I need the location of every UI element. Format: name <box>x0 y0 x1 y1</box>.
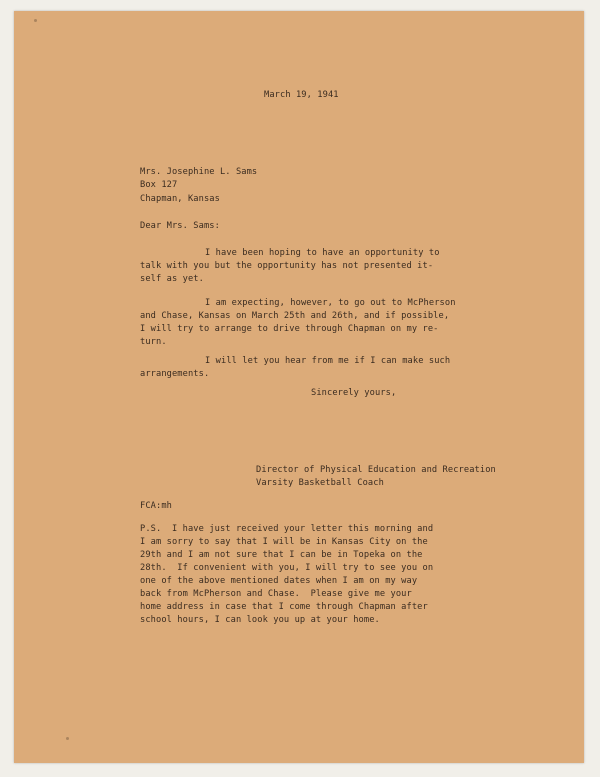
paragraph-line: arrangements. <box>140 369 210 379</box>
signature-title-line: Director of Physical Education and Recreation <box>256 465 496 475</box>
recipient-name: Mrs. Josephine L. Sams <box>140 167 258 177</box>
postscript-line: 28th. If convenient with you, I will try to see you on <box>140 563 434 573</box>
postscript-line: back from McPherson and Chase. Please give me your <box>140 589 412 599</box>
paragraph-line: I will try to arrange to drive through Chapman on my re- <box>140 324 439 334</box>
closing: Sincerely yours, <box>311 388 397 398</box>
paragraph-line: turn. <box>140 337 167 347</box>
postscript-line: 29th and I am not sure that I can be in Topeka on the <box>140 550 423 560</box>
paragraph-line: I have been hoping to have an opportunity to <box>205 248 440 258</box>
paragraph-line: talk with you but the opportunity has not presented it- <box>140 261 434 271</box>
postscript-line: school hours, I can look you up at your home. <box>140 615 380 625</box>
letter-date: March 19, 1941 <box>264 90 339 100</box>
recipient-city: Chapman, Kansas <box>140 194 220 204</box>
postscript-line: one of the above mentioned dates when I am on my way <box>140 576 418 586</box>
postscript-line: home address in case that I come through Chapman after <box>140 602 428 612</box>
postscript-line: P.S. I have just received your letter this morning and <box>140 524 434 534</box>
paper-speck <box>34 19 37 22</box>
letter-page <box>14 11 584 763</box>
paragraph-line: I am expecting, however, to go out to McPherson <box>205 298 456 308</box>
paper-speck <box>66 737 69 740</box>
paragraph-line: self as yet. <box>140 274 204 284</box>
typist-initials: FCA:mh <box>140 501 172 511</box>
paragraph-line: I will let you hear from me if I can make such <box>205 356 451 366</box>
recipient-box: Box 127 <box>140 180 178 190</box>
salutation: Dear Mrs. Sams: <box>140 221 220 231</box>
postscript-line: I am sorry to say that I will be in Kansas City on the <box>140 537 428 547</box>
paragraph-line: and Chase, Kansas on March 25th and 26th, and if possible, <box>140 311 450 321</box>
signature-title-line: Varsity Basketball Coach <box>256 478 384 488</box>
